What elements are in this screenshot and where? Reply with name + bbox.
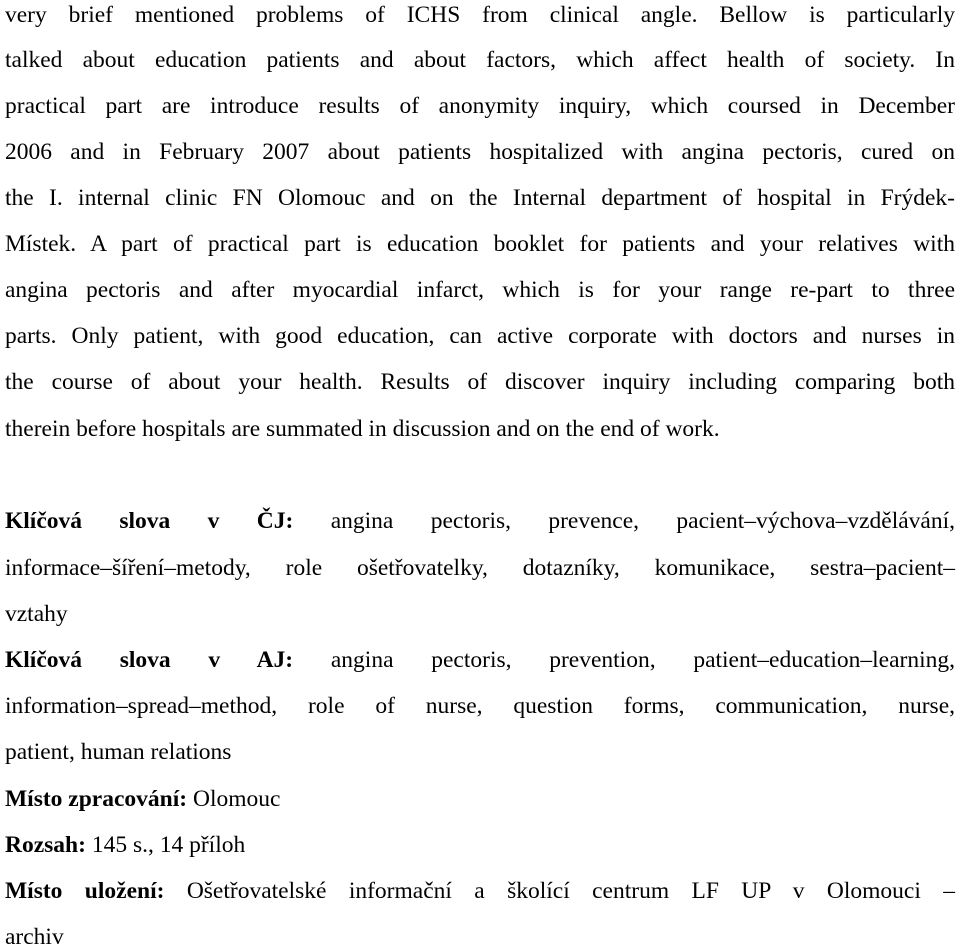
keywords-cz-line: vztahy — [5, 601, 68, 627]
storage-line — [5, 876, 955, 906]
keywords-cz-label: Klíčová slova v ČJ: — [5, 508, 294, 534]
place-value: Olomouc — [192, 786, 281, 812]
keywords-aj-label: Klíčová slova v AJ: — [5, 647, 294, 673]
abstract-line: very brief mentioned problems of ICHS from clinical angle. Bellow is particularly — [5, 2, 955, 28]
abstract-line: 2006 and in February 2007 about patients hospitalized with angina pectoris, cured on — [5, 139, 955, 165]
abstract-line: angina pectoris and after myocardial infarct, which is for your range re-part to three — [5, 277, 955, 303]
keywords-cz-value: angina pectoris, prevence, pacient–výchova–vzdělávání, — [330, 508, 956, 534]
extent-line — [5, 830, 955, 860]
abstract-line: talked about education patients and about factors, which affect health of society. In — [5, 47, 955, 73]
abstract-line: parts. Only patient, with good education, can active corporate with doctors and nurses in — [5, 323, 955, 349]
keywords-aj-value: angina pectoris, prevention, patient–education–learning, — [330, 647, 955, 673]
abstract-line: Místek. A part of practical part is education booklet for patients and your relatives with — [5, 231, 955, 257]
keywords-aj-line: patient, human relations — [5, 739, 232, 765]
extent-value: 145 s., 14 příloh — [91, 832, 246, 858]
keywords-aj-line: information–spread–method, role of nurse, question forms, communication, nurse, — [5, 693, 955, 719]
abstract-line: therein before hospitals are summated in discussion and on the end of work. — [5, 416, 720, 442]
storage-value: Ošetřovatelské informační a školící centrum LF UP v Olomouci – — [186, 878, 955, 904]
place-label: Místo zpracování: — [5, 786, 188, 812]
keywords-aj-line — [5, 645, 955, 675]
abstract-line: the I. internal clinic FN Olomouc and on the Internal department of hospital in Frýdek- — [5, 185, 955, 211]
storage-label: Místo uložení: — [5, 878, 165, 904]
abstract-line: practical part are introduce results of anonymity inquiry, which coursed in December — [5, 93, 955, 119]
extent-label: Rozsah: — [5, 832, 86, 858]
keywords-cz-line — [5, 506, 955, 536]
abstract-line: the course of about your health. Results of discover inquiry including comparing both — [5, 369, 955, 395]
storage-line: archiv — [5, 924, 64, 950]
place-line — [5, 784, 955, 814]
keywords-cz-line: informace–šíření–metody, role ošetřovatelky, dotazníky, komunikace, sestra–pacient– — [5, 555, 955, 581]
